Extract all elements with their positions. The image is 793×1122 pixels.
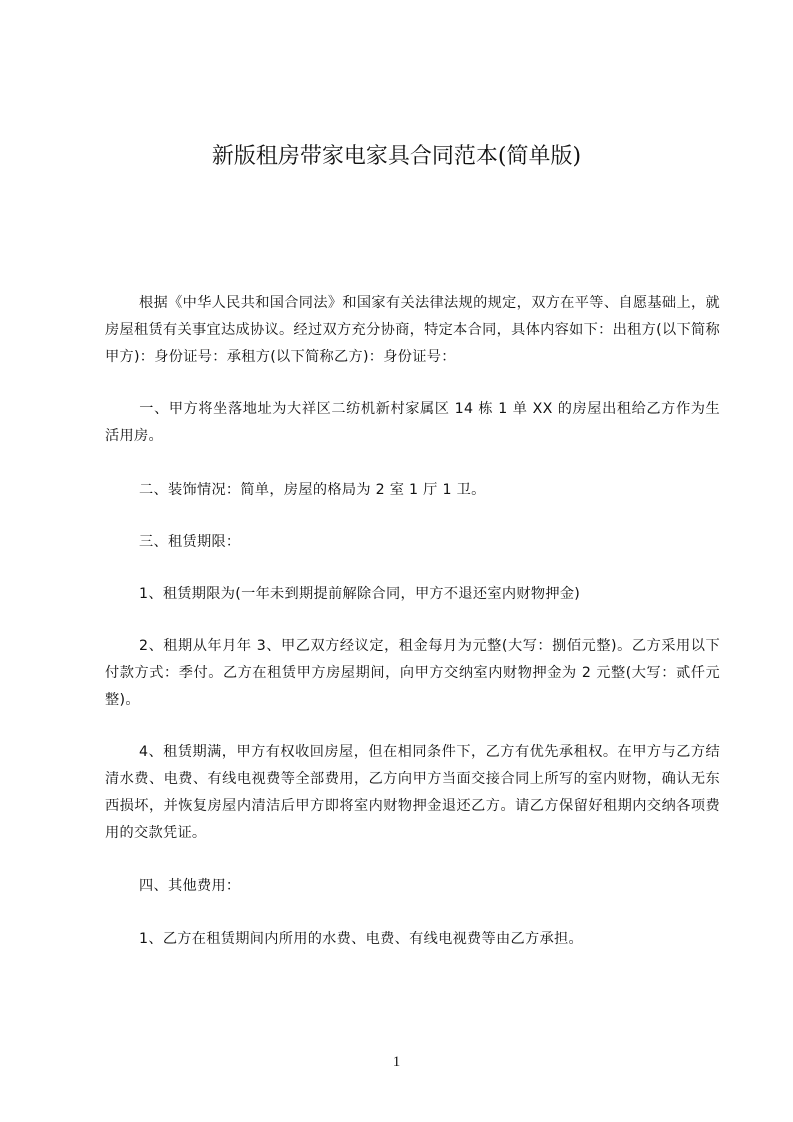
paragraph-clause-3-heading (105, 529, 720, 556)
paragraph-clause-3-2 (105, 633, 720, 714)
paragraph-text: 二、装饰情况：简单，房屋的格局为 2 室 1 厅 1 卫。 (139, 482, 486, 498)
paragraph-text: 1、租赁期限为(一年未到期提前解除合同，甲方不退还室内财物押金) (139, 586, 581, 602)
paragraph-text: 4、租赁期满，甲方有权收回房屋，但在相同条件下，乙方有优先承租权。在甲方与乙方结清水费、电费、有线电视费等全部费用，乙方向甲方当面交接合同上所写的室内财物，确认无东西损坏，并恢复房屋内清洁后甲方即将室内财物押金退还乙方。请乙方保留好租期内交纳各项费用的交款凭证。 (105, 744, 720, 841)
document-title: 新版租房带家电家具合同范本(简单版) (211, 144, 582, 169)
paragraph-text: 一、甲方将坐落地址为大祥区二纺机新村家属区 14 栋 1 单 XX 的房屋出租给乙方作为生活用房。 (105, 401, 720, 444)
paragraph-text: 三、租赁期限： (139, 534, 241, 550)
paragraph-text: 四、其他费用： (139, 878, 241, 894)
paragraph-clause-1 (105, 396, 720, 450)
paragraph-clause-3-4 (105, 739, 720, 847)
page-number: 1 (392, 1054, 401, 1070)
paragraph-clause-4-1 (105, 926, 720, 953)
paragraph-clause-2 (105, 477, 720, 504)
paragraph-clause-4-heading (105, 873, 720, 900)
paragraph-clause-3-1 (105, 581, 720, 608)
paragraph-text: 根据《中华人民共和国合同法》和国家有关法律法规的规定，双方在平等、自愿基础上，就房屋租赁有关事宜达成协议。经过双方充分协商，特定本合同，具体内容如下：出租方(以下简称甲方)：身份证号：承租方(以下简称乙方)：身份证号： (105, 295, 720, 365)
paragraph-preamble (105, 290, 720, 371)
paragraph-text: 2、租期从年月年 3、甲乙双方经议定，租金每月为元整(大写：捌佰元整)。乙方采用以下付款方式：季付。乙方在租赁甲方房屋期间，向甲方交纳室内财物押金为 2 元整(大写：贰仟元整)。 (105, 638, 720, 708)
paragraph-text: 1、乙方在租赁期间内所用的水费、电费、有线电视费等由乙方承担。 (139, 931, 583, 947)
